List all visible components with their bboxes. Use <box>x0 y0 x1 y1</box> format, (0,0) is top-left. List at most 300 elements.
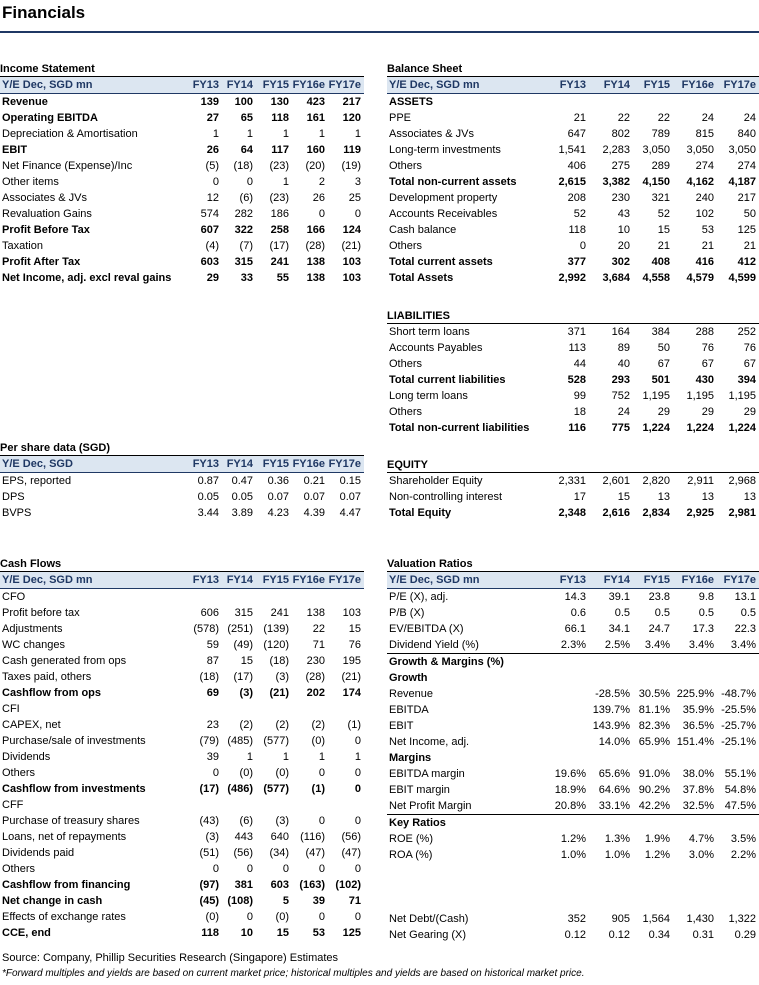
cell-value: 18.9% <box>554 784 586 796</box>
cell-value: 352 <box>567 913 586 925</box>
table-row <box>0 94 364 111</box>
cell-value: 2 <box>318 176 325 188</box>
cell-value: 0.87 <box>197 475 219 487</box>
cell-value: 15 <box>657 224 670 236</box>
cell-value <box>717 863 759 879</box>
row-label: Long term loans <box>389 390 468 402</box>
cell-value: 0 <box>354 208 361 220</box>
column-header: Y/E Dec, SGD mn <box>387 77 541 94</box>
cell-value: 67 <box>743 358 756 370</box>
cell-value <box>292 589 328 606</box>
cell-value: 1.2% <box>560 833 586 845</box>
cell-value: (21) <box>341 240 361 252</box>
cell-value <box>673 750 717 766</box>
column-header: FY13 <box>541 77 589 94</box>
row-label: Others <box>389 240 423 252</box>
cell-value: 321 <box>651 192 670 204</box>
row-label: Growth <box>389 672 428 684</box>
cell-value: 103 <box>342 256 361 268</box>
cell-value: 4,150 <box>642 176 670 188</box>
column-header: FY16e <box>673 572 717 589</box>
cell-value: 66.1 <box>564 623 586 635</box>
cell-value: 0.05 <box>231 491 253 503</box>
table-row <box>387 637 759 654</box>
column-header: FY13 <box>188 572 222 589</box>
cell-value: 905 <box>611 913 630 925</box>
cell-value: 33.1% <box>598 800 630 812</box>
table-row <box>0 701 364 717</box>
table-row <box>387 798 759 815</box>
table-row <box>0 813 364 829</box>
row-label: Accounts Receivables <box>389 208 498 220</box>
cell-value: 39.1 <box>608 591 630 603</box>
cell-value: 9.8 <box>698 591 714 603</box>
cell-value: 4.39 <box>303 507 325 519</box>
cell-value: 21 <box>701 240 714 252</box>
row-label: Depreciation & Amortisation <box>2 128 138 140</box>
cell-value: 21 <box>573 112 586 124</box>
cell-value: 102 <box>695 208 714 220</box>
cell-value: 18 <box>573 406 586 418</box>
cell-value: 0 <box>212 767 219 779</box>
cell-value <box>541 815 589 832</box>
cell-value: 0 <box>318 767 325 779</box>
cell-value: 22.3 <box>734 623 756 635</box>
table-row <box>387 766 759 782</box>
row-label: Total non-current assets <box>389 176 517 188</box>
table-row <box>387 686 759 702</box>
cell-value: 13 <box>657 491 670 503</box>
source-note: Source: Company, Phillip Securities Research (Singapore) Estimates <box>2 952 339 964</box>
column-header: FY16e <box>292 77 328 94</box>
cell-value: 23.8 <box>648 591 670 603</box>
cell-value: 3,684 <box>602 272 630 284</box>
cell-value: 258 <box>270 224 289 236</box>
table-row <box>387 340 759 356</box>
cell-value: 1.9% <box>644 833 670 845</box>
cell-value: 2,968 <box>728 475 756 487</box>
cell-value: 20 <box>617 240 630 252</box>
cell-value: (23) <box>269 160 289 172</box>
cell-value: (102) <box>335 879 361 891</box>
cell-value: 2,981 <box>728 507 756 519</box>
cell-value: 0.5 <box>654 607 670 619</box>
row-label: Dividends <box>2 751 51 763</box>
column-header: Y/E Dec, SGD <box>0 456 188 473</box>
row-label: Net Finance (Expense)/Inc <box>2 160 133 172</box>
cell-value: 76 <box>743 342 756 354</box>
cell-value: -25.7% <box>721 720 756 732</box>
row-label: Net Debt/(Cash) <box>389 913 469 925</box>
cell-value <box>256 701 292 717</box>
row-label: CCE, end <box>2 927 51 939</box>
cell-value: (3) <box>205 831 219 843</box>
table-row <box>387 420 759 436</box>
cell-value <box>541 734 589 750</box>
table-row <box>0 845 364 861</box>
row-label: Cashflow from financing <box>2 879 131 891</box>
cell-value <box>589 815 633 832</box>
row-label: CFI <box>2 703 20 715</box>
cell-value: 4.23 <box>267 507 289 519</box>
cell-value: 21 <box>743 240 756 252</box>
cell-value: 43 <box>617 208 630 220</box>
cell-value <box>589 654 633 671</box>
cell-value: 118 <box>201 927 219 939</box>
column-header: FY16e <box>292 572 328 589</box>
cell-value: 2,992 <box>558 272 586 284</box>
table-row <box>387 174 759 190</box>
table-row <box>0 222 364 238</box>
cell-value: 113 <box>568 342 586 354</box>
cell-value: 1 <box>318 128 325 140</box>
per-share-section <box>0 441 364 521</box>
cell-value: 17 <box>573 491 586 503</box>
section-title: Per share data (SGD) <box>0 441 364 456</box>
cell-value: 55 <box>276 272 289 284</box>
data-table <box>387 572 759 943</box>
cell-value <box>541 654 589 671</box>
row-label <box>387 879 541 895</box>
cell-value: 241 <box>270 256 289 268</box>
cell-value: 125 <box>342 927 361 939</box>
cell-value <box>673 94 717 111</box>
table-row <box>0 861 364 877</box>
cell-value: 143.9% <box>592 720 630 732</box>
cell-value <box>188 797 222 813</box>
table-header-row <box>0 77 364 94</box>
table-row <box>387 142 759 158</box>
cell-value: 789 <box>651 128 670 140</box>
cell-value: (17) <box>199 783 219 795</box>
cell-value: 5 <box>282 895 289 907</box>
title-divider <box>0 31 759 33</box>
cell-value: 27 <box>206 112 219 124</box>
cell-value: (3) <box>239 687 253 699</box>
cell-value: 55.1% <box>724 768 756 780</box>
row-label: Taxation <box>2 240 43 252</box>
cell-value: 1 <box>282 176 289 188</box>
row-label: Profit Before Tax <box>2 224 90 236</box>
row-label: Operating EBITDA <box>2 112 98 124</box>
cell-value: 0.47 <box>231 475 253 487</box>
row-label: Purchase/sale of investments <box>2 735 146 747</box>
cell-value: 0 <box>212 863 219 875</box>
cell-value: 35.9% <box>682 704 714 716</box>
cell-value: 1 <box>246 128 253 140</box>
cell-value: 0 <box>354 911 361 923</box>
cell-value: (578) <box>193 623 219 635</box>
row-label: Others <box>389 406 423 418</box>
cell-value: 0.05 <box>197 491 219 503</box>
cell-value: 1,195 <box>642 390 670 402</box>
valuation-ratios-section <box>387 557 759 943</box>
cell-value: 3.89 <box>231 507 253 519</box>
table-row <box>387 388 759 404</box>
row-label: Key Ratios <box>387 815 541 832</box>
data-table <box>387 324 759 436</box>
table-row <box>387 670 759 686</box>
cell-value: 423 <box>306 96 325 108</box>
cell-value: 2,331 <box>558 475 586 487</box>
cell-value: 408 <box>651 256 670 268</box>
row-label: Revenue <box>389 688 434 700</box>
cell-value: 29 <box>701 406 714 418</box>
cell-value: 0.5 <box>698 607 714 619</box>
cell-value: 117 <box>271 144 289 156</box>
table-row <box>387 589 759 606</box>
table-row <box>387 126 759 142</box>
cell-value: 53 <box>701 224 714 236</box>
table-row <box>0 765 364 781</box>
cell-value: 64.6% <box>598 784 630 796</box>
cell-value: 0 <box>246 911 253 923</box>
column-header: FY13 <box>541 572 589 589</box>
table-row <box>387 94 759 111</box>
cell-value: 4,162 <box>686 176 714 188</box>
cell-value: 29 <box>206 272 219 284</box>
column-header: FY14 <box>222 572 256 589</box>
cell-value <box>633 863 673 879</box>
column-header: FY15 <box>256 572 292 589</box>
cell-value: 10 <box>240 927 253 939</box>
cell-value <box>673 654 717 671</box>
cell-value <box>717 879 759 895</box>
table-row <box>0 270 364 286</box>
cell-value: (45) <box>199 895 219 907</box>
cell-value: 0.07 <box>267 491 289 503</box>
cell-value: 40 <box>617 358 630 370</box>
column-header: Y/E Dec, SGD mn <box>0 572 188 589</box>
table-row <box>387 782 759 798</box>
row-label: Profit before tax <box>2 607 80 619</box>
table-row <box>0 473 364 490</box>
cell-value: 4,187 <box>728 176 756 188</box>
cell-value: 274 <box>695 160 714 172</box>
cell-value: 67 <box>701 358 714 370</box>
cell-value: 10 <box>617 224 630 236</box>
cell-value: 0 <box>579 240 586 252</box>
cell-value: 33 <box>240 272 253 284</box>
cell-value: 47.5% <box>724 800 756 812</box>
cell-value: 0.5 <box>740 607 756 619</box>
row-label: Dividend Yield (%) <box>389 639 479 651</box>
column-header: FY17e <box>717 77 759 94</box>
cell-value: 0.12 <box>608 929 630 941</box>
cell-value: 0.07 <box>303 491 325 503</box>
cell-value <box>292 797 328 813</box>
row-label: BVPS <box>2 507 32 519</box>
row-label: Other items <box>2 176 59 188</box>
column-header: FY17e <box>328 77 364 94</box>
cell-value: 802 <box>611 128 630 140</box>
cell-value: 64 <box>240 144 253 156</box>
column-header: FY15 <box>256 456 292 473</box>
cell-value: 4,558 <box>642 272 670 284</box>
cell-value: 24 <box>617 406 630 418</box>
cell-value: 0 <box>212 176 219 188</box>
cell-value: 42.2% <box>638 800 670 812</box>
row-label: Long-term investments <box>389 144 501 156</box>
cell-value: 30.5% <box>638 688 670 700</box>
column-header: FY15 <box>633 77 673 94</box>
cell-value: 0 <box>318 208 325 220</box>
cell-value: -28.5% <box>595 688 630 700</box>
cell-value: 381 <box>234 879 253 891</box>
cell-value: 34.1 <box>608 623 630 635</box>
column-header: FY14 <box>222 456 256 473</box>
cell-value: 0.29 <box>734 929 756 941</box>
row-label: Cashflow from ops <box>2 687 102 699</box>
cell-value <box>328 589 364 606</box>
cell-value: 15 <box>617 491 630 503</box>
cell-value: (43) <box>199 815 219 827</box>
table-row <box>387 605 759 621</box>
cell-value: -25.1% <box>721 736 756 748</box>
table-row <box>387 863 759 879</box>
column-header: FY13 <box>188 456 222 473</box>
cell-value: (17) <box>233 671 253 683</box>
cell-value: 0 <box>354 863 361 875</box>
cell-value: 775 <box>611 422 630 434</box>
table-row <box>387 206 759 222</box>
cell-value: 50 <box>743 208 756 220</box>
table-row <box>387 911 759 927</box>
cell-value: 501 <box>651 374 670 386</box>
cell-value: 29 <box>657 406 670 418</box>
column-header: FY14 <box>589 572 633 589</box>
cell-value: 1,564 <box>642 913 670 925</box>
cell-value: (6) <box>239 815 253 827</box>
row-label: EBIT <box>389 720 414 732</box>
cell-value: 139.7% <box>592 704 630 716</box>
cell-value: (251) <box>227 623 253 635</box>
row-label: Development property <box>389 192 498 204</box>
cell-value: 3.5% <box>730 833 756 845</box>
row-label: Total current liabilities <box>389 374 506 386</box>
cell-value: 0 <box>246 176 253 188</box>
cell-value: (3) <box>275 671 289 683</box>
row-label: Others <box>2 863 36 875</box>
row-label: EBITDA margin <box>389 768 465 780</box>
cell-value: 394 <box>737 374 756 386</box>
table-row <box>0 589 364 606</box>
table-row <box>387 879 759 895</box>
table-row <box>387 222 759 238</box>
table-row <box>387 895 759 911</box>
cell-value: 241 <box>270 607 289 619</box>
cell-value: 69 <box>206 687 219 699</box>
row-label: Others <box>389 160 423 172</box>
cell-value: 76 <box>348 639 361 651</box>
cell-value: 3.44 <box>197 507 219 519</box>
cell-value: 22 <box>657 112 670 124</box>
cell-value: 25 <box>348 192 361 204</box>
cell-value <box>541 718 589 734</box>
liabilities-section <box>387 309 759 436</box>
cell-value: 3,050 <box>642 144 670 156</box>
cell-value <box>633 750 673 766</box>
cell-value: 1 <box>318 751 325 763</box>
cell-value: 52 <box>657 208 670 220</box>
table-row <box>387 718 759 734</box>
cell-value: 13 <box>743 491 756 503</box>
cell-value: 118 <box>568 224 586 236</box>
cell-value <box>633 879 673 895</box>
cell-value <box>633 670 673 686</box>
cell-value: 89 <box>617 342 630 354</box>
cell-value: (97) <box>199 879 219 891</box>
cell-value: 1,195 <box>686 390 714 402</box>
cell-value: 815 <box>695 128 714 140</box>
row-label: EPS, reported <box>2 475 72 487</box>
cell-value: (139) <box>263 623 289 635</box>
cell-value: 23 <box>206 719 219 731</box>
table-row <box>387 847 759 863</box>
row-label: Total Assets <box>389 272 454 284</box>
table-row <box>387 815 759 832</box>
cell-value: 606 <box>200 607 219 619</box>
cell-value: (19) <box>341 160 361 172</box>
cell-value: 65.6% <box>598 768 630 780</box>
row-label: ROE (%) <box>389 833 433 845</box>
table-row <box>387 110 759 126</box>
cell-value: 840 <box>737 128 756 140</box>
row-label: Total Equity <box>389 507 452 519</box>
cell-value <box>589 879 633 895</box>
cell-value: 130 <box>270 96 289 108</box>
row-label: Revenue <box>2 96 48 108</box>
cell-value: 1,224 <box>686 422 714 434</box>
cell-value: 71 <box>348 895 361 907</box>
row-label: Net Gearing (X) <box>389 929 467 941</box>
cell-value: 274 <box>737 160 756 172</box>
table-row <box>0 829 364 845</box>
cell-value: 208 <box>567 192 586 204</box>
cell-value: 103 <box>342 607 361 619</box>
cell-value: 0 <box>354 815 361 827</box>
table-row <box>387 372 759 388</box>
cell-value: 164 <box>611 326 630 338</box>
cell-value: 0 <box>318 815 325 827</box>
row-label: Short term loans <box>389 326 470 338</box>
cell-value: 2,911 <box>687 475 714 487</box>
data-table <box>0 572 364 941</box>
cell-value: 377 <box>567 256 586 268</box>
row-label <box>387 863 541 879</box>
cell-value <box>717 750 759 766</box>
cell-value: 443 <box>234 831 253 843</box>
cell-value <box>673 895 717 911</box>
table-row <box>387 270 759 286</box>
cell-value: 416 <box>695 256 714 268</box>
row-label: Associates & JVs <box>2 192 87 204</box>
cell-value: (20) <box>305 160 325 172</box>
cell-value <box>673 863 717 879</box>
table-row <box>0 877 364 893</box>
cell-value: 4,579 <box>686 272 714 284</box>
cell-value: 119 <box>343 144 361 156</box>
cell-value: 3.0% <box>688 849 714 861</box>
cell-value: 120 <box>342 112 361 124</box>
cell-value <box>589 895 633 911</box>
table-row <box>0 669 364 685</box>
row-label: CFF <box>2 799 24 811</box>
cell-value: (47) <box>305 847 325 859</box>
cell-value: 0.5 <box>614 607 630 619</box>
cell-value: 124 <box>342 224 361 236</box>
cell-value: 230 <box>306 655 325 667</box>
